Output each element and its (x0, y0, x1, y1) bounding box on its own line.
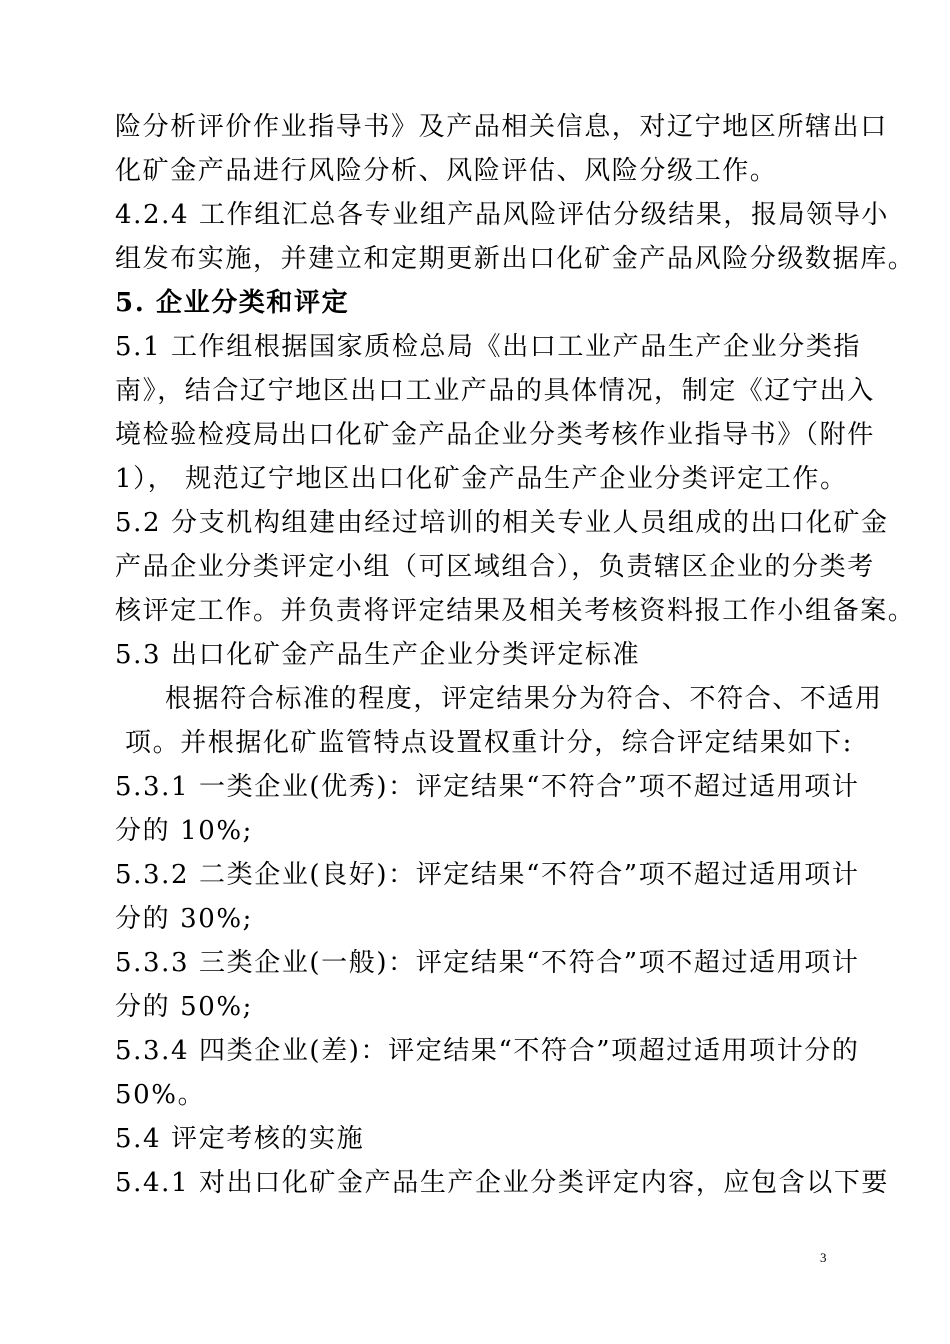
text-line: 分的 50%; (115, 992, 254, 1022)
text-line: 5.4.1 对出口化矿金产品生产企业分类评定内容，应包含以下要 (115, 1168, 890, 1198)
text-line: 险分析评价作业指导书》及产品相关信息，对辽宁地区所辖出口 (115, 112, 888, 142)
text-line: 核评定工作。并负责将评定结果及相关考核资料报工作小组备案。 (115, 596, 916, 626)
text-line: 1）， 规范辽宁地区出口化矿金产品生产企业分类评定工作。 (115, 464, 848, 494)
section-heading: 5. 企业分类和评定 (115, 288, 350, 318)
text-line: 5.3.4 四类企业(差)：评定结果“不符合”项超过适用项计分的 (115, 1036, 860, 1066)
text-line: 5.3.1 一类企业(优秀)：评定结果“不符合”项不超过适用项计 (115, 772, 860, 802)
text-line: 南》，结合辽宁地区出口工业产品的具体情况，制定《辽宁出入 (115, 376, 875, 406)
text-line: 4.2.4 工作组汇总各专业组产品风险评估分级结果，报局领导小 (115, 200, 890, 230)
page-number: 3 (820, 1250, 827, 1265)
text-line: 项。并根据化矿监管特点设置权重计分，综合评定结果如下: (125, 728, 853, 758)
text-line: 50%。 (115, 1080, 206, 1110)
text-line: 产品企业分类评定小组（可区域组合），负责辖区企业的分类考 (115, 552, 875, 582)
text-line: 5.3 出口化矿金产品生产企业分类评定标准 (115, 640, 641, 670)
text-line: 5.1 工作组根据国家质检总局《出口工业产品生产企业分类指 (115, 332, 862, 362)
text-line: 5.3.2 二类企业(良好)：评定结果“不符合”项不超过适用项计 (115, 860, 860, 890)
text-line: 组发布实施，并建立和定期更新出口化矿金产品风险分级数据库。 (115, 244, 916, 274)
text-line: 分的 30%; (115, 904, 254, 934)
text-line: 分的 10%; (115, 816, 254, 846)
text-line: 5.4 评定考核的实施 (115, 1124, 365, 1154)
text-line-indented: 根据符合标准的程度，评定结果分为符合、不符合、不适用 (165, 684, 883, 714)
text-line: 5.3.3 三类企业(一般)：评定结果“不符合”项不超过适用项计 (115, 948, 860, 978)
text-line: 境检验检疫局出口化矿金产品企业分类考核作业指导书》（附件 (115, 420, 875, 450)
text-line: 化矿金产品进行风险分析、风险评估、风险分级工作。 (115, 156, 778, 186)
text-line: 5.2 分支机构组建由经过培训的相关专业人员组成的出口化矿金 (115, 508, 889, 538)
